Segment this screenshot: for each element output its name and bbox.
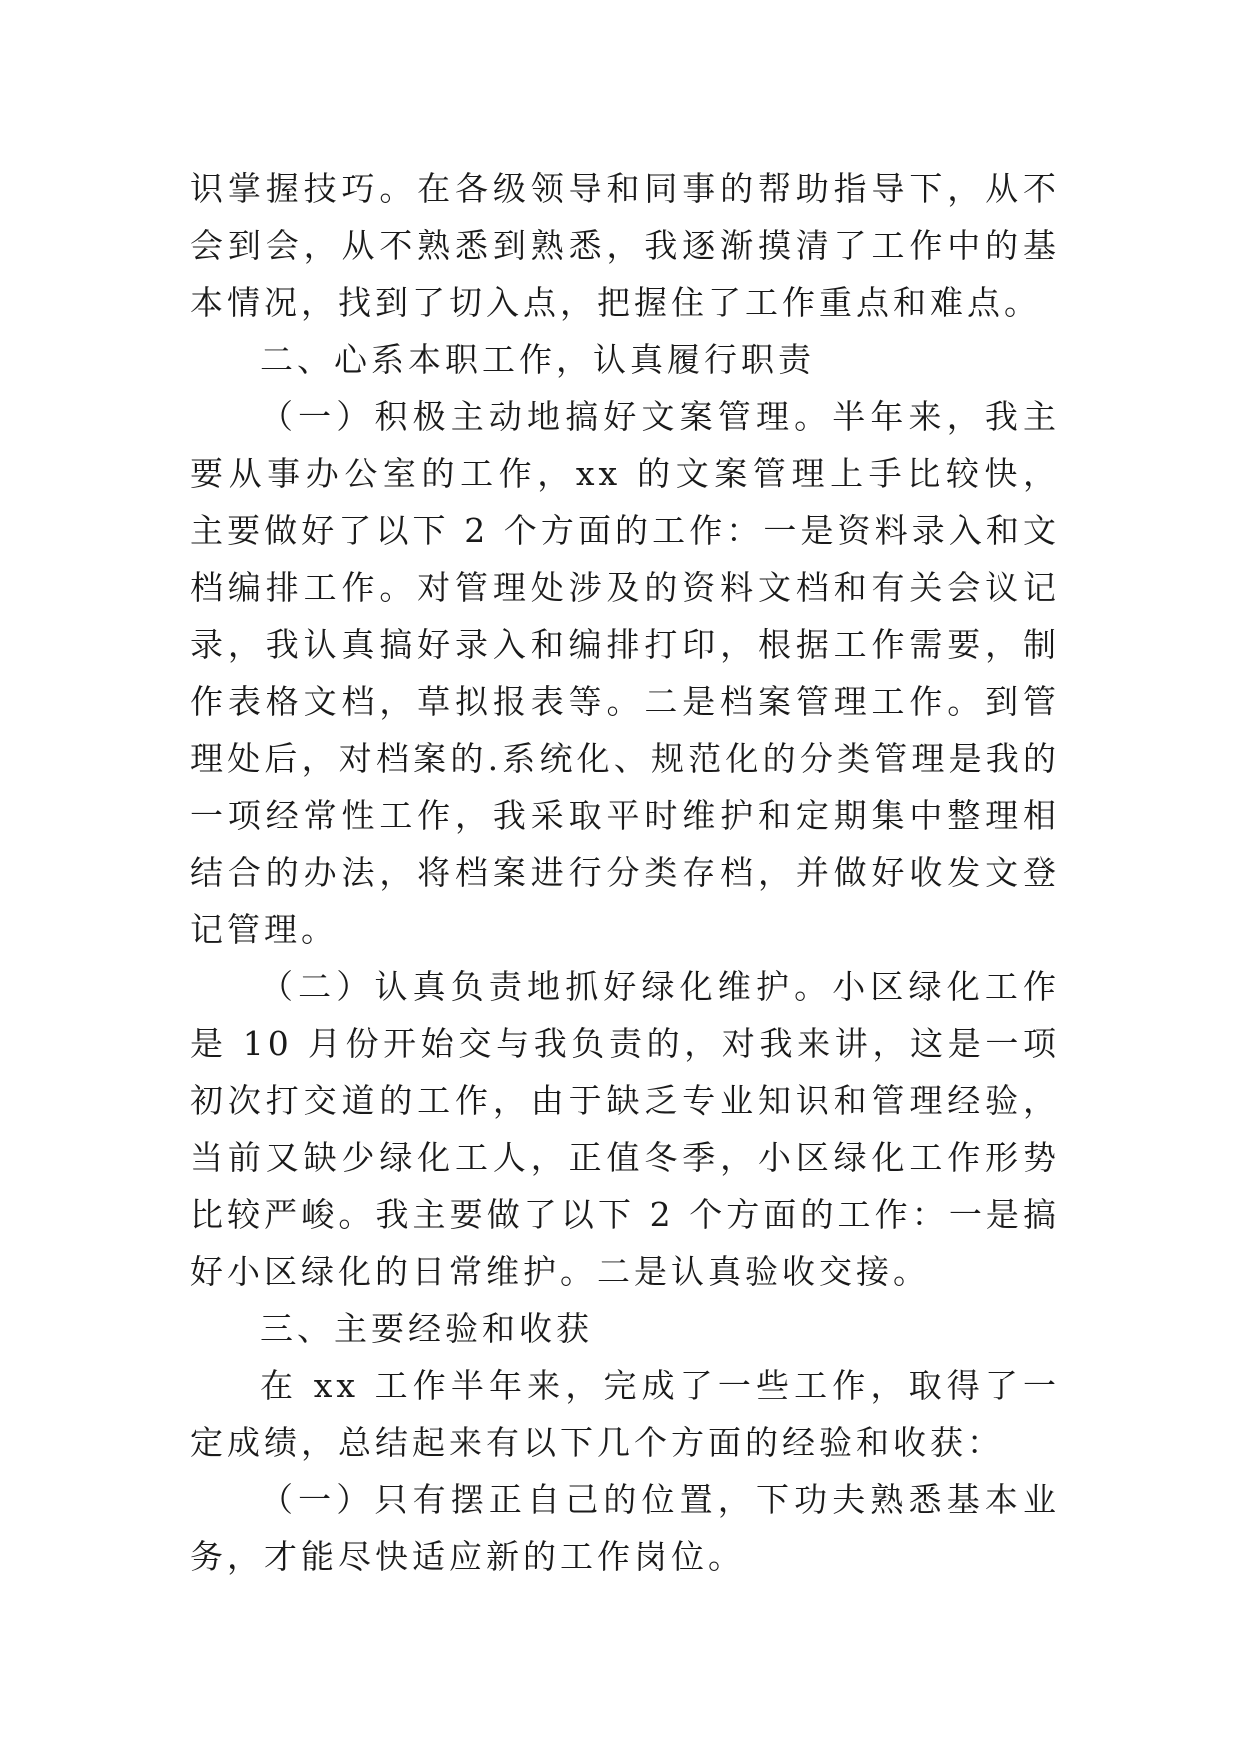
paragraph-document-management: （一）积极主动地搞好文案管理。半年来，我主要从事办公室的工作，xx 的文案管理上手比较快，主要做好了以下 2 个方面的工作：一是资料录入和文档编排工作。对管理处涉及的资料文档和有关会议记录，我认真搞好录入和编排打印，根据工作需要，制作表格文档，草拟报表等。二是档案管理工作。到管理处后，对档案的.系统化、规范化的分类管理是我的一项经常性工作，我采取平时维护和定期集中整理相结合的办法，将档案进行分类存档，并做好收发文登记管理。 <box>190 397 1060 949</box>
paragraph-experience-item-1: （一）只有摆正自己的位置，下功夫熟悉基本业务，才能尽快适应新的工作岗位。 <box>190 1480 1060 1576</box>
paragraph-experience-summary: 在 xx 工作半年来，完成了一些工作，取得了一定成绩，总结起来有以下几个方面的经验和收获： <box>190 1366 1060 1462</box>
section-heading-2: 二、心系本职工作，认真履行职责 <box>260 340 815 379</box>
paragraph-greening-maintenance: （二）认真负责地抓好绿化维护。小区绿化工作是 10 月份开始交与我负责的，对我来讲，这是一项初次打交道的工作，由于缺乏专业知识和管理经验，当前又缺少绿化工人，正值冬季，小区绿化工作形势比较严峻。我主要做了以下 2 个方面的工作：一是搞好小区绿化的日常维护。二是认真验收交接。 <box>190 967 1060 1291</box>
paragraph-continuation: 识掌握技巧。在各级领导和同事的帮助指导下，从不会到会，从不熟悉到熟悉，我逐渐摸清了工作中的基本情况，找到了切入点，把握住了工作重点和难点。 <box>190 169 1060 322</box>
section-heading-3: 三、主要经验和收获 <box>260 1309 593 1348</box>
document-body <box>190 160 1060 1585</box>
